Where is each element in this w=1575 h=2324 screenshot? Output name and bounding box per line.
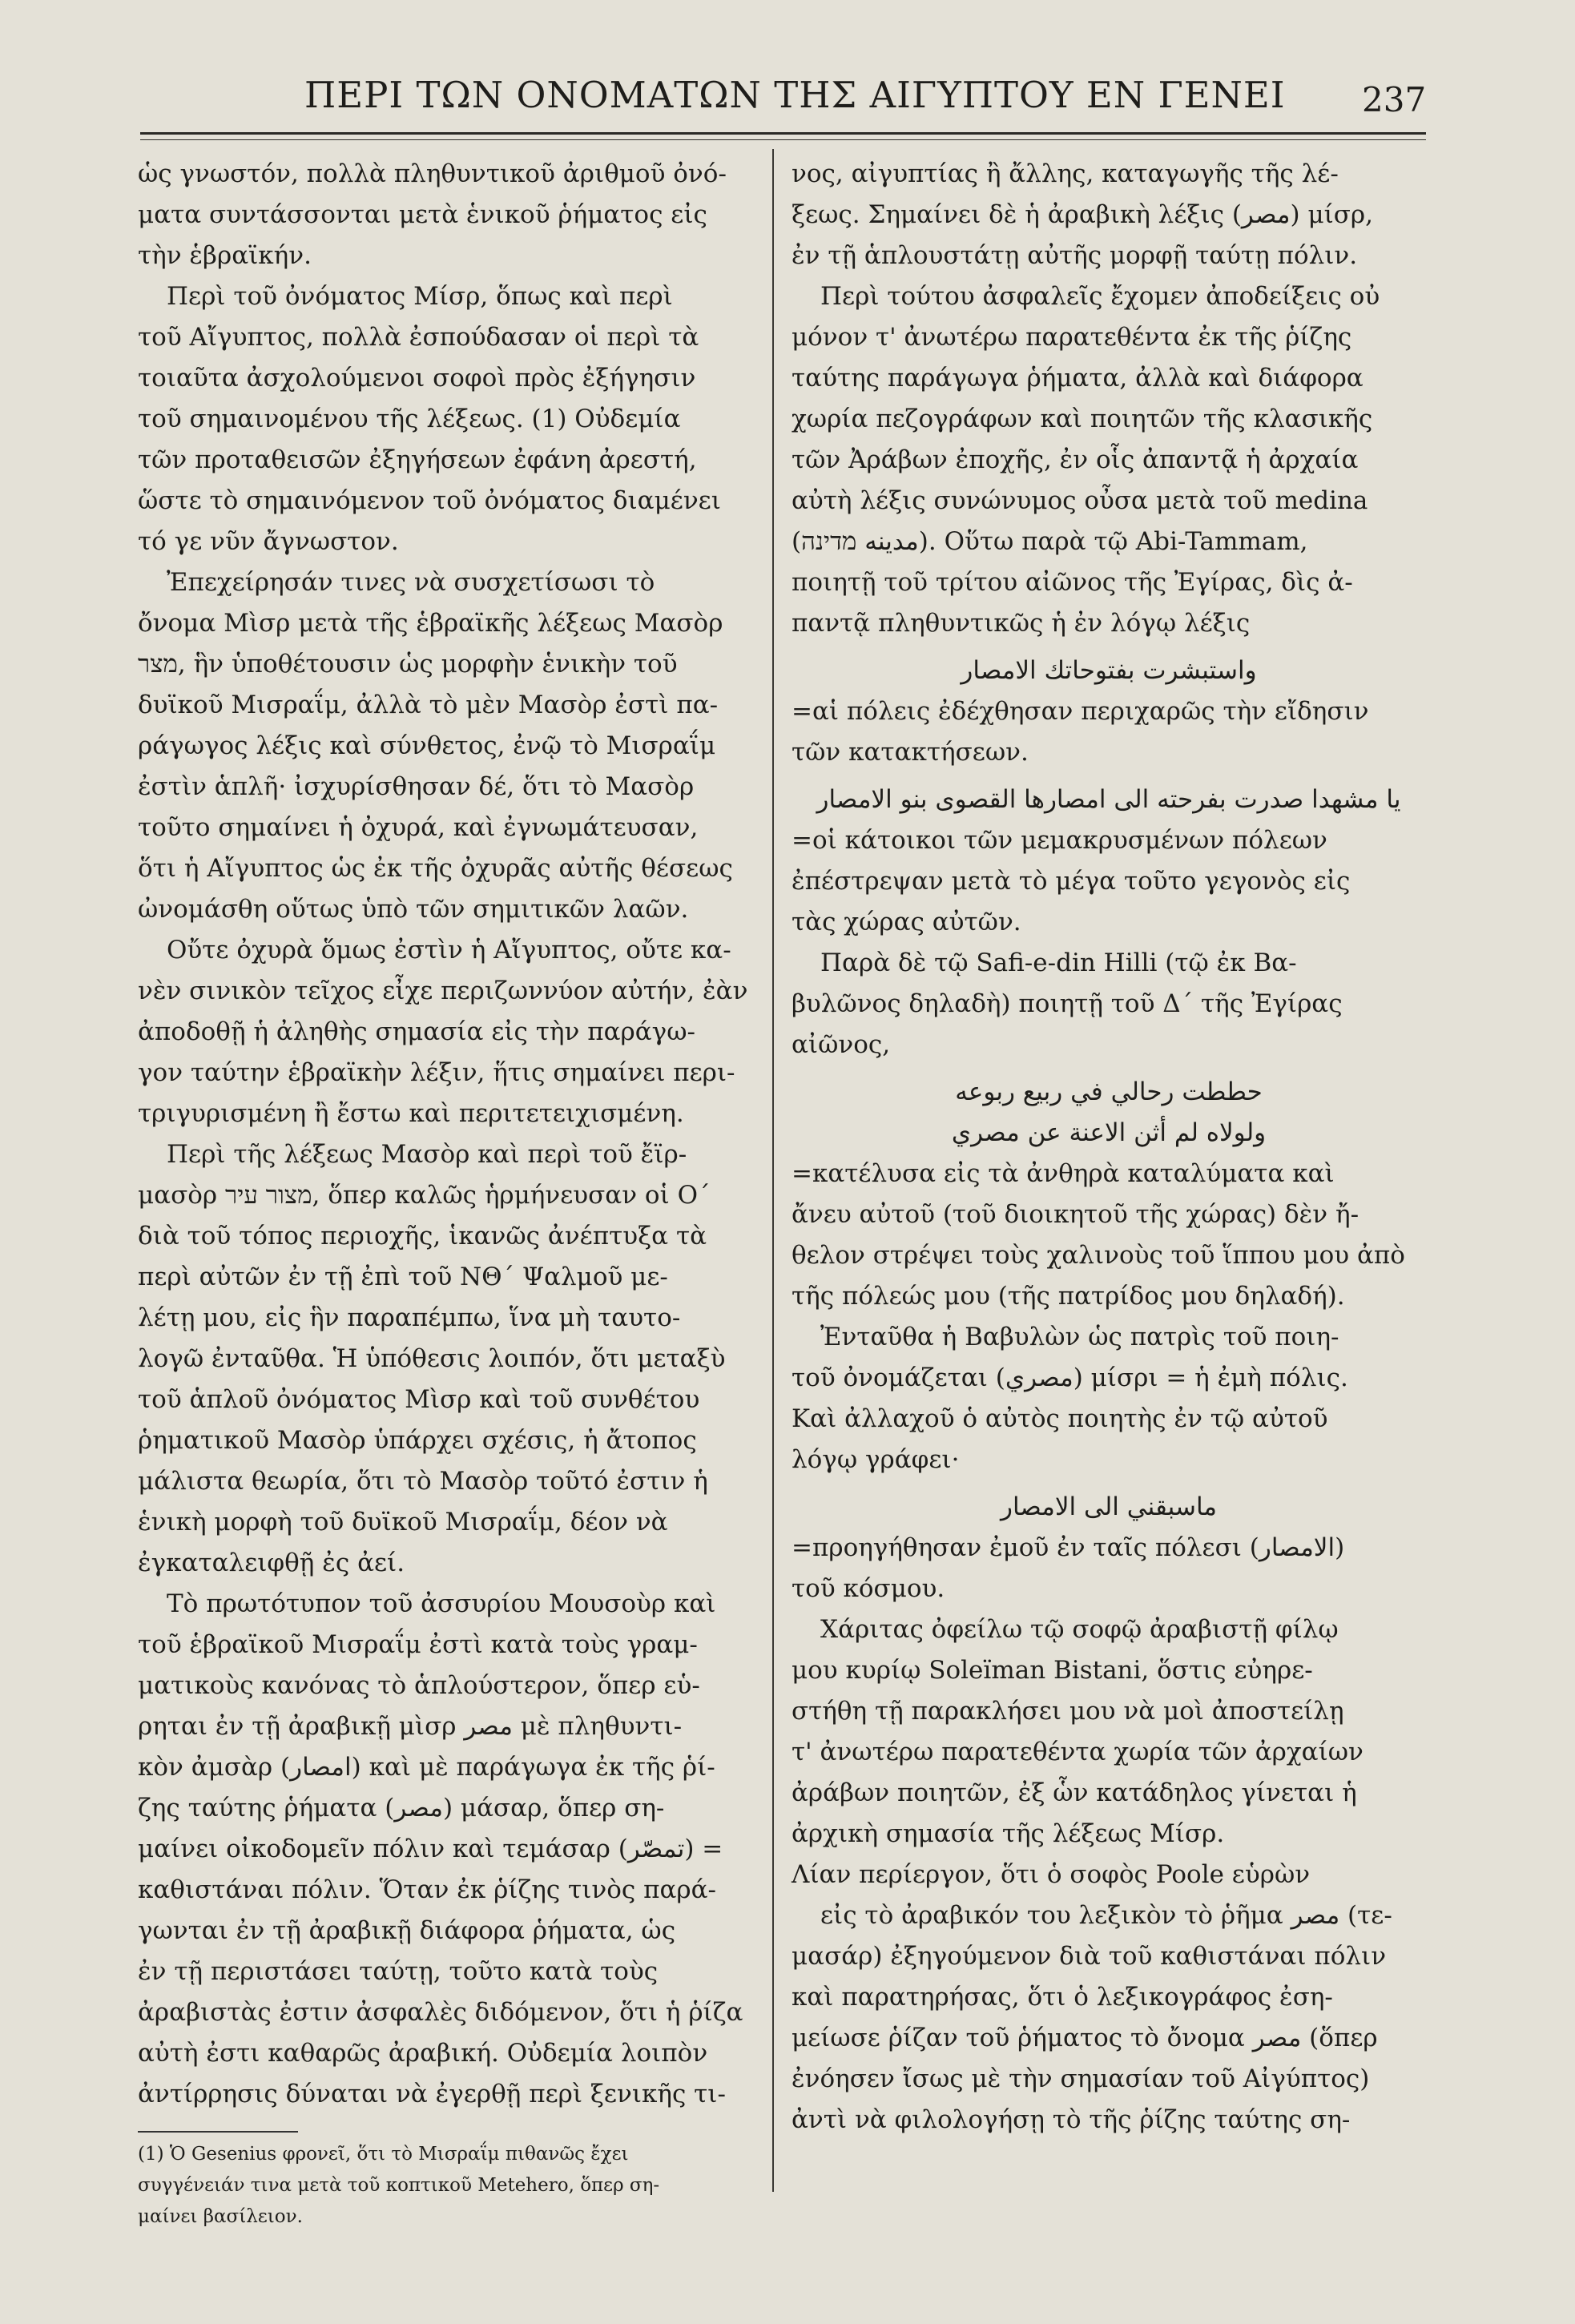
text-line: μάλιστα θεωρία, ὅτι τὸ Μασὸρ τοῦτό ἐστιν ἡ (138, 1467, 708, 1496)
footnote-rule (138, 2131, 298, 2133)
text-line: =οἱ κάτοικοι τῶν μεμακρυσμένων πόλεων (792, 826, 1327, 855)
text-line: θελον στρέψει τοὺς χαλινοὺς τοῦ ἵππου μου ἀπὸ (792, 1241, 1405, 1270)
text-line: Ἐπεχείρησάν τινες νὰ συσχετίσωσι τὸ (167, 568, 655, 597)
page-number: 237 (1362, 80, 1427, 119)
text-line: κὸν ἀμσὰρ (امصار) καὶ μὲ παράγωγα ἐκ τῆς ῥί- (138, 1753, 715, 1782)
text-line: ἐν τῇ ἁπλουστάτῃ αὐτῆς μορφῇ ταύτῃ πόλιν. (792, 241, 1358, 270)
header-rule-thin (140, 139, 1426, 140)
text-line: δυϊκοῦ Μισραΐμ, ἀλλὰ τὸ μὲν Μασὸρ ἐστὶ πα- (138, 691, 719, 719)
text-line: ἐγκαταλειφθῇ ἐς ἀεί. (138, 1549, 405, 1577)
text-line: τοῦ Αἴγυπτος, πολλὰ ἐσπούδασαν οἱ περὶ τὰ (138, 323, 699, 352)
text-line: Χάριτας ὀφείλω τῷ σοφῷ ἀραβιστῇ φίλῳ (820, 1615, 1339, 1644)
text-line: ἀντίρρησις δύναται νὰ ἐγερθῇ περὶ ξενικῆς τι- (138, 2080, 726, 2109)
text-line: ἀρχικὴ σημασία τῆς λέξεως Μίσρ. (792, 1819, 1225, 1848)
text-line: Παρὰ δὲ τῷ Safi-e-din Hilli (τῷ ἐκ Βα- (820, 949, 1297, 977)
text-line: αἰῶνος, (792, 1030, 891, 1059)
text-line: Καὶ ἀλλαχοῦ ὁ αὐτὸς ποιητὴς ἐν τῷ αὐτοῦ (792, 1404, 1328, 1433)
text-line: ἑνικὴ μορφὴ τοῦ δυϊκοῦ Μισραΐμ, δέον νὰ (138, 1508, 668, 1537)
text-line: αὐτὴ λέξις συνώνυμος οὖσα μετὰ τοῦ medina (792, 486, 1368, 515)
text-line: καὶ παρατηρήσας, ὅτι ὁ λεξικογράφος ἐση- (792, 1983, 1333, 2012)
text-line: τὴν ἑβραϊκήν. (138, 241, 312, 270)
text-line: =αἱ πόλεις ἐδέχθησαν περιχαρῶς τὴν εἴδησιν (792, 697, 1369, 726)
text-line: διὰ τοῦ τόπος περιοχῆς, ἱκανῶς ἀνέπτυξα τὰ (138, 1222, 707, 1251)
header-rule-thick (140, 132, 1426, 135)
text-line: τοῦ ὀνομάζεται (مصري) μίσρι = ἡ ἐμὴ πόλις. (792, 1363, 1348, 1392)
text-line: ἀποδοθῇ ἡ ἀληθὴς σημασία εἰς τὴν παράγω- (138, 1017, 695, 1046)
text-line: τῶν κατακτήσεων. (792, 738, 1029, 767)
text-line: Περὶ τούτου ἀσφαλεῖς ἔχομεν ἀποδείξεις οὐ (820, 282, 1380, 311)
text-line: ولولاه لم أثن الاعنة عن مصري (951, 1118, 1267, 1147)
text-line: μου κυρίῳ Soleïman Bistani, ὅστις εὐηρε- (792, 1656, 1313, 1685)
text-line: καθιστάναι πόλιν. Ὅταν ἐκ ῥίζης τινὸς παρά- (138, 1875, 717, 1904)
text-line: τοῦ ἑβραϊκοῦ Μισραΐμ ἐστὶ κατὰ τοὺς γραμ- (138, 1630, 698, 1659)
text-line: ὄνομα Μὶσρ μετὰ τῆς ἑβραϊκῆς λέξεως Μασὸρ (138, 609, 723, 638)
text-line: ماسبقني الى الامصار (1000, 1492, 1218, 1521)
text-line: τοῦτο σημαίνει ἡ ὀχυρά, καὶ ἐγνωμάτευσαν, (138, 813, 699, 842)
text-line: ἐνόησεν ἴσως μὲ τὴν σημασίαν τοῦ Αἰγύπτος) (792, 2064, 1370, 2093)
text-line: Περὶ τοῦ ὀνόματος Μίσρ, ὅπως καὶ περὶ (167, 282, 673, 311)
text-line: χωρία πεζογράφων καὶ ποιητῶν τῆς κλασικῆς (792, 405, 1373, 433)
text-line: βυλῶνος δηλαδὴ) ποιητῇ τοῦ Δ΄ τῆς Ἐγίρας (792, 989, 1343, 1018)
text-line: τ' ἀνωτέρω παρατεθέντα χωρία τῶν ἀρχαίων (792, 1738, 1364, 1766)
text-line: λογῶ ἐνταῦθα. Ἡ ὑπόθεσις λοιπόν, ὅτι μεταξὺ (138, 1344, 726, 1373)
text-line: τοῦ κόσμου. (792, 1574, 945, 1603)
text-line: ταύτης παράγωγα ῥήματα, ἀλλὰ καὶ διάφορα (792, 364, 1364, 393)
text-line: ὅτι ἡ Αἴγυπτος ὡς ἐκ τῆς ὀχυρᾶς αὐτῆς θέσεως (138, 854, 733, 883)
text-line: τῶν προταθεισῶν ἐξηγήσεων ἐφάνη ἀρεστή, (138, 445, 697, 474)
text-line: εἰς τὸ ἀραβικόν του λεξικὸν τὸ ῥῆμα مصر (τε- (820, 1901, 1392, 1930)
text-line: νος, αἰγυπτίας ἢ ἄλλης, καταγωγῆς τῆς λέ- (792, 159, 1339, 188)
text-line: στήθη τῇ παρακλήσει μου νὰ μοὶ ἀποστείλῃ (792, 1697, 1344, 1726)
text-line: Τὸ πρωτότυπον τοῦ ἀσσυρίου Μουσοὺρ καὶ (167, 1589, 716, 1618)
text-line: παντᾷ πληθυντικῶς ἡ ἐν λόγῳ λέξις (792, 609, 1251, 638)
text-line: (مدينه מדינה). Οὕτω παρὰ τῷ Abi-Tammam, (792, 527, 1308, 556)
text-line: ἄνευ αὐτοῦ (τοῦ διοικητοῦ τῆς χώρας) δὲν ἤ- (792, 1200, 1359, 1229)
right-column (792, 154, 1426, 2205)
text-line: τό γε νῦν ἄγνωστον. (138, 527, 399, 556)
footnote (138, 2139, 759, 2233)
text-line: Οὔτε ὀχυρὰ ὅμως ἐστὶν ἡ Αἴγυπτος, οὔτε κα- (167, 936, 731, 965)
running-header-title: ΠΕΡΙ ΤΩΝ ΟΝΟΜΑΤΩΝ ΤΗΣ ΑΙΓΥΠΤΟΥ ΕΝ ΓΕΝΕΙ (304, 74, 1286, 116)
text-line: γωνται ἐν τῇ ἀραβικῇ διάφορα ῥήματα, ὡς (138, 1916, 676, 1945)
text-line: ποιητῇ τοῦ τρίτου αἰῶνος τῆς Ἐγίρας, δὶς ἀ- (792, 568, 1353, 597)
column-divider (772, 149, 774, 2192)
text-line: =κατέλυσα εἰς τὰ ἀνθηρὰ καταλύματα καὶ (792, 1159, 1335, 1188)
text-line: ματικοὺς κανόνας τὸ ἁπλούστερον, ὅπερ εὑ- (138, 1671, 700, 1700)
text-line: τῶν Ἀράβων ἐποχῆς, ἐν οἷς ἀπαντᾷ ἡ ἀρχαία (792, 445, 1359, 474)
text-line: περὶ αὐτῶν ἐν τῇ ἐπὶ τοῦ ΝΘ΄ Ψαλμοῦ με- (138, 1263, 668, 1291)
text-line: ἀραβιστὰς ἐστιν ἀσφαλὲς διδόμενον, ὅτι ἡ ῥίζα (138, 1998, 743, 2027)
text-line: Ἐνταῦθα ἡ Βαβυλὼν ὡς πατρὶς τοῦ ποιη- (820, 1323, 1339, 1351)
text-line: λόγῳ γράφει· (792, 1445, 960, 1474)
left-column (138, 154, 759, 2227)
text-line: μαίνει οἰκοδομεῖν πόλιν καὶ τεμάσαρ (تمصّر) = (138, 1835, 723, 1863)
text-line: γον ταύτην ἑβραϊκὴν λέξιν, ἥτις σημαίνει περι- (138, 1058, 735, 1087)
text-line: ὡς γνωστόν, πολλὰ πληθυντικοῦ ἀριθμοῦ ὀνό- (138, 159, 727, 188)
footnote-line: μαίνει βασίλειον. (138, 2206, 303, 2227)
text-line: ἀντὶ νὰ φιλολογήσῃ τὸ τῆς ῥίζης ταύτης ση- (792, 2105, 1351, 2134)
text-line: ὥστε τὸ σημαινόμενον τοῦ ὀνόματος διαμένει (138, 486, 721, 515)
left-column-text (138, 154, 759, 2115)
text-line: τὰς χώρας αὐτῶν. (792, 908, 1021, 936)
text-line: حططت رحالي في ربيع ربوعه (955, 1077, 1263, 1106)
right-column-text (792, 154, 1426, 2141)
text-line: ξεως. Σημαίνει δὲ ἡ ἀραβικὴ λέξις (مصر) μίσρ, (792, 200, 1374, 229)
text-line: واستبشرت بفتوحاتك الامصار (961, 656, 1257, 685)
text-line: μασὸρ מצור עיר, ὅπερ καλῶς ἡρμήνευσαν οἱ Ο΄ (138, 1181, 711, 1210)
text-line: ρηται ἐν τῇ ἀραβικῇ μὶσρ مصر μὲ πληθυντι- (138, 1712, 683, 1741)
text-line: τοῦ ἁπλοῦ ὀνόματος Μὶσρ καὶ τοῦ συνθέτου (138, 1385, 700, 1414)
text-line: Περὶ τῆς λέξεως Μασὸρ καὶ περὶ τοῦ ἔϊρ- (167, 1140, 687, 1169)
text-line: μόνον τ' ἀνωτέρω παρατεθέντα ἐκ τῆς ῥίζης (792, 323, 1352, 352)
text-line: τῆς πόλεώς μου (τῆς πατρίδος μου δηλαδή). (792, 1282, 1345, 1311)
text-line: ράγωγος λέξις καὶ σύνθετος, ἐνῷ τὸ Μισραΐμ (138, 731, 716, 760)
footnote-line: συγγένειάν τινα μετὰ τοῦ κοπτικοῦ Metehero, ὅπερ ση- (138, 2175, 660, 2196)
footnote-line: (1) Ὁ Gesenius φρονεῖ, ὅτι τὸ Μισραΐμ πιθανῶς ἔχει (138, 2144, 629, 2165)
text-line: ὠνομάσθη οὕτως ὑπὸ τῶν σημιτικῶν λαῶν. (138, 895, 689, 924)
text-line: ἐστὶν ἁπλῆ· ἰσχυρίσθησαν δέ, ὅτι τὸ Μασὸρ (138, 772, 695, 801)
text-line: λέτῃ μου, εἰς ἣν παραπέμπω, ἵνα μὴ ταυτο- (138, 1303, 681, 1332)
text-line: =προηγήθησαν ἐμοῦ ἐν ταῖς πόλεσι (الامصار) (792, 1533, 1345, 1562)
text-line: ῥηματικοῦ Μασὸρ ὑπάρχει σχέσις, ἡ ἄτοπος (138, 1426, 697, 1455)
text-line: מצר, ἣν ὑποθέτουσιν ὡς μορφὴν ἑνικὴν τοῦ (138, 650, 678, 679)
text-line: Λίαν περίεργον, ὅτι ὁ σοφὸς Poole εὑρὼν (792, 1860, 1311, 1889)
text-line: τοιαῦτα ἀσχολούμενοι σοφοὶ πρὸς ἐξήγησιν (138, 364, 696, 393)
text-line: ἐπέστρεψαν μετὰ τὸ μέγα τοῦτο γεγονὸς εἰς (792, 867, 1351, 896)
text-line: τοῦ σημαινομένου τῆς λέξεως. (1) Οὐδεμία (138, 405, 681, 433)
text-line: ἐν τῇ περιστάσει ταύτῃ, τοῦτο κατὰ τοὺς (138, 1957, 659, 1986)
text-line: νὲν σινικὸν τεῖχος εἶχε περιζωννύον αὐτήν, ἐὰν (138, 977, 748, 1005)
text-line: يا مشهدا صدرت بفرحته الى امصارها القصوى بنو الامصار (816, 785, 1401, 814)
text-line: μασάρ) ἐξηγούμενον διὰ τοῦ καθιστάναι πόλιν (792, 1942, 1387, 1971)
text-line: ματα συντάσσονται μετὰ ἑνικοῦ ῥήματος εἰς (138, 200, 707, 229)
text-line: αὐτὴ ἐστι καθαρῶς ἀραβική. Οὐδεμία λοιπὸν (138, 2039, 708, 2068)
text-line: ζης ταύτης ῥήματα (مصر) μάσαρ, ὅπερ ση- (138, 1794, 665, 1823)
text-line: ἀράβων ποιητῶν, ἐξ ὧν κατάδηλος γίνεται ἡ (792, 1778, 1357, 1807)
text-line: μείωσε ῥίζαν τοῦ ῥήματος τὸ ὄνομα مصر (ὅπερ (792, 2024, 1378, 2052)
text-line: τριγυρισμένη ἢ ἔστω καὶ περιτετειχισμένη. (138, 1099, 684, 1128)
